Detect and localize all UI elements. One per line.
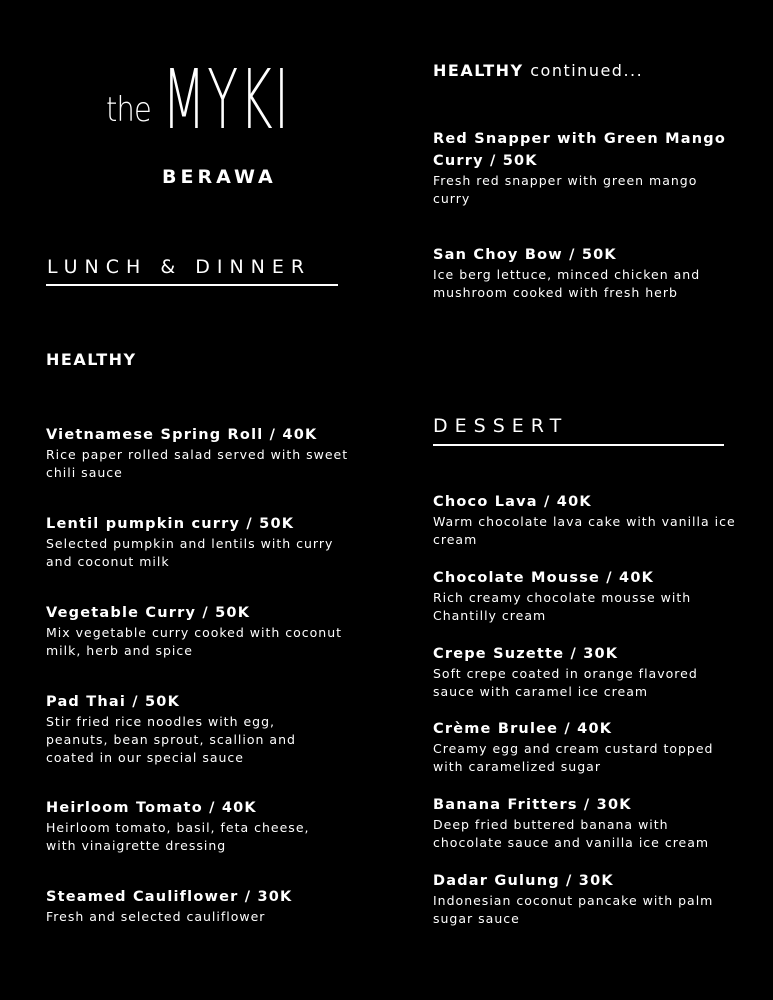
menu-item-name: Crème Brulee / 40K xyxy=(433,721,613,737)
menu-item-description: Mix vegetable curry cooked with coconut milk, herb and spice xyxy=(46,625,343,658)
menu-item-name: Banana Fritters / 30K xyxy=(433,797,632,813)
category-title-bold: HEALTHY xyxy=(433,61,524,80)
menu-item xyxy=(433,244,723,302)
menu-item xyxy=(433,870,738,928)
category-title-healthy-continued xyxy=(433,61,643,80)
dessert-section-title: DESSERT xyxy=(433,415,569,437)
menu-item-name: San Choy Bow / 50K xyxy=(433,247,617,263)
menu-item-name: Steamed Cauliflower / 30K xyxy=(46,889,293,905)
menu-item-name: Heirloom Tomato / 40K xyxy=(46,800,257,816)
menu-item-name: Lentil pumpkin curry / 50K xyxy=(46,516,295,532)
category-title-suffix: continued... xyxy=(523,61,644,80)
menu-item-description: Warm chocolate lava cake with vanilla ice cream xyxy=(433,514,736,547)
menu-item-name: Dadar Gulung / 30K xyxy=(433,873,614,889)
menu-item-name: Vietnamese Spring Roll / 40K xyxy=(46,427,318,443)
menu-item xyxy=(46,797,331,855)
menu-item-name: Choco Lava / 40K xyxy=(433,494,592,510)
menu-item xyxy=(46,602,356,660)
menu-item-description: Fresh and selected cauliflower xyxy=(46,909,266,924)
menu-item xyxy=(433,567,723,625)
menu-item-description: Indonesian coconut pancake with palm sugar sauce xyxy=(433,893,714,926)
menu-item-description: Rice paper rolled salad served with sweet chili sauce xyxy=(46,447,349,480)
menu-item-name: Red Snapper with Green Mango Curry / 50K xyxy=(433,131,727,169)
logo-location: BERAWA xyxy=(162,166,277,188)
logo-name: MYKI xyxy=(162,53,291,148)
menu-item-description: Stir fried rice noodles with egg, peanuts, bean sprout, scallion and coated in our special sauce xyxy=(46,714,296,765)
menu-item xyxy=(46,513,356,571)
category-title-healthy: HEALTHY xyxy=(46,350,137,369)
menu-item xyxy=(433,128,728,208)
dessert-divider xyxy=(433,444,724,446)
menu-item-description: Fresh red snapper with green mango curry xyxy=(433,173,698,206)
menu-title-divider xyxy=(46,284,338,286)
menu-item-description: Creamy egg and cream custard topped with caramelized sugar xyxy=(433,741,714,774)
menu-item-name: Chocolate Mousse / 40K xyxy=(433,570,655,586)
menu-item-description: Deep fried buttered banana with chocolate sauce and vanilla ice cream xyxy=(433,817,710,850)
menu-item xyxy=(433,794,733,852)
menu-section-title: LUNCH & DINNER xyxy=(47,256,312,278)
menu-item xyxy=(46,424,356,482)
menu-item-description: Selected pumpkin and lentils with curry and coconut milk xyxy=(46,536,334,569)
menu-item-name: Vegetable Curry / 50K xyxy=(46,605,251,621)
menu-item xyxy=(433,491,738,549)
menu-item-description: Rich creamy chocolate mousse with Chantilly cream xyxy=(433,590,692,623)
menu-item xyxy=(433,718,738,776)
menu-item-description: Heirloom tomato, basil, feta cheese, with vinaigrette dressing xyxy=(46,820,310,853)
menu-item xyxy=(433,643,723,701)
menu-item-name: Pad Thai / 50K xyxy=(46,694,181,710)
restaurant-logo xyxy=(106,53,291,188)
menu-item xyxy=(46,691,321,767)
logo-the: the xyxy=(106,90,151,130)
menu-item-description: Soft crepe coated in orange flavored sauce with caramel ice cream xyxy=(433,666,698,699)
menu-item xyxy=(46,886,356,926)
menu-item-name: Crepe Suzette / 30K xyxy=(433,646,619,662)
menu-item-description: Ice berg lettuce, minced chicken and mushroom cooked with fresh herb xyxy=(433,267,701,300)
